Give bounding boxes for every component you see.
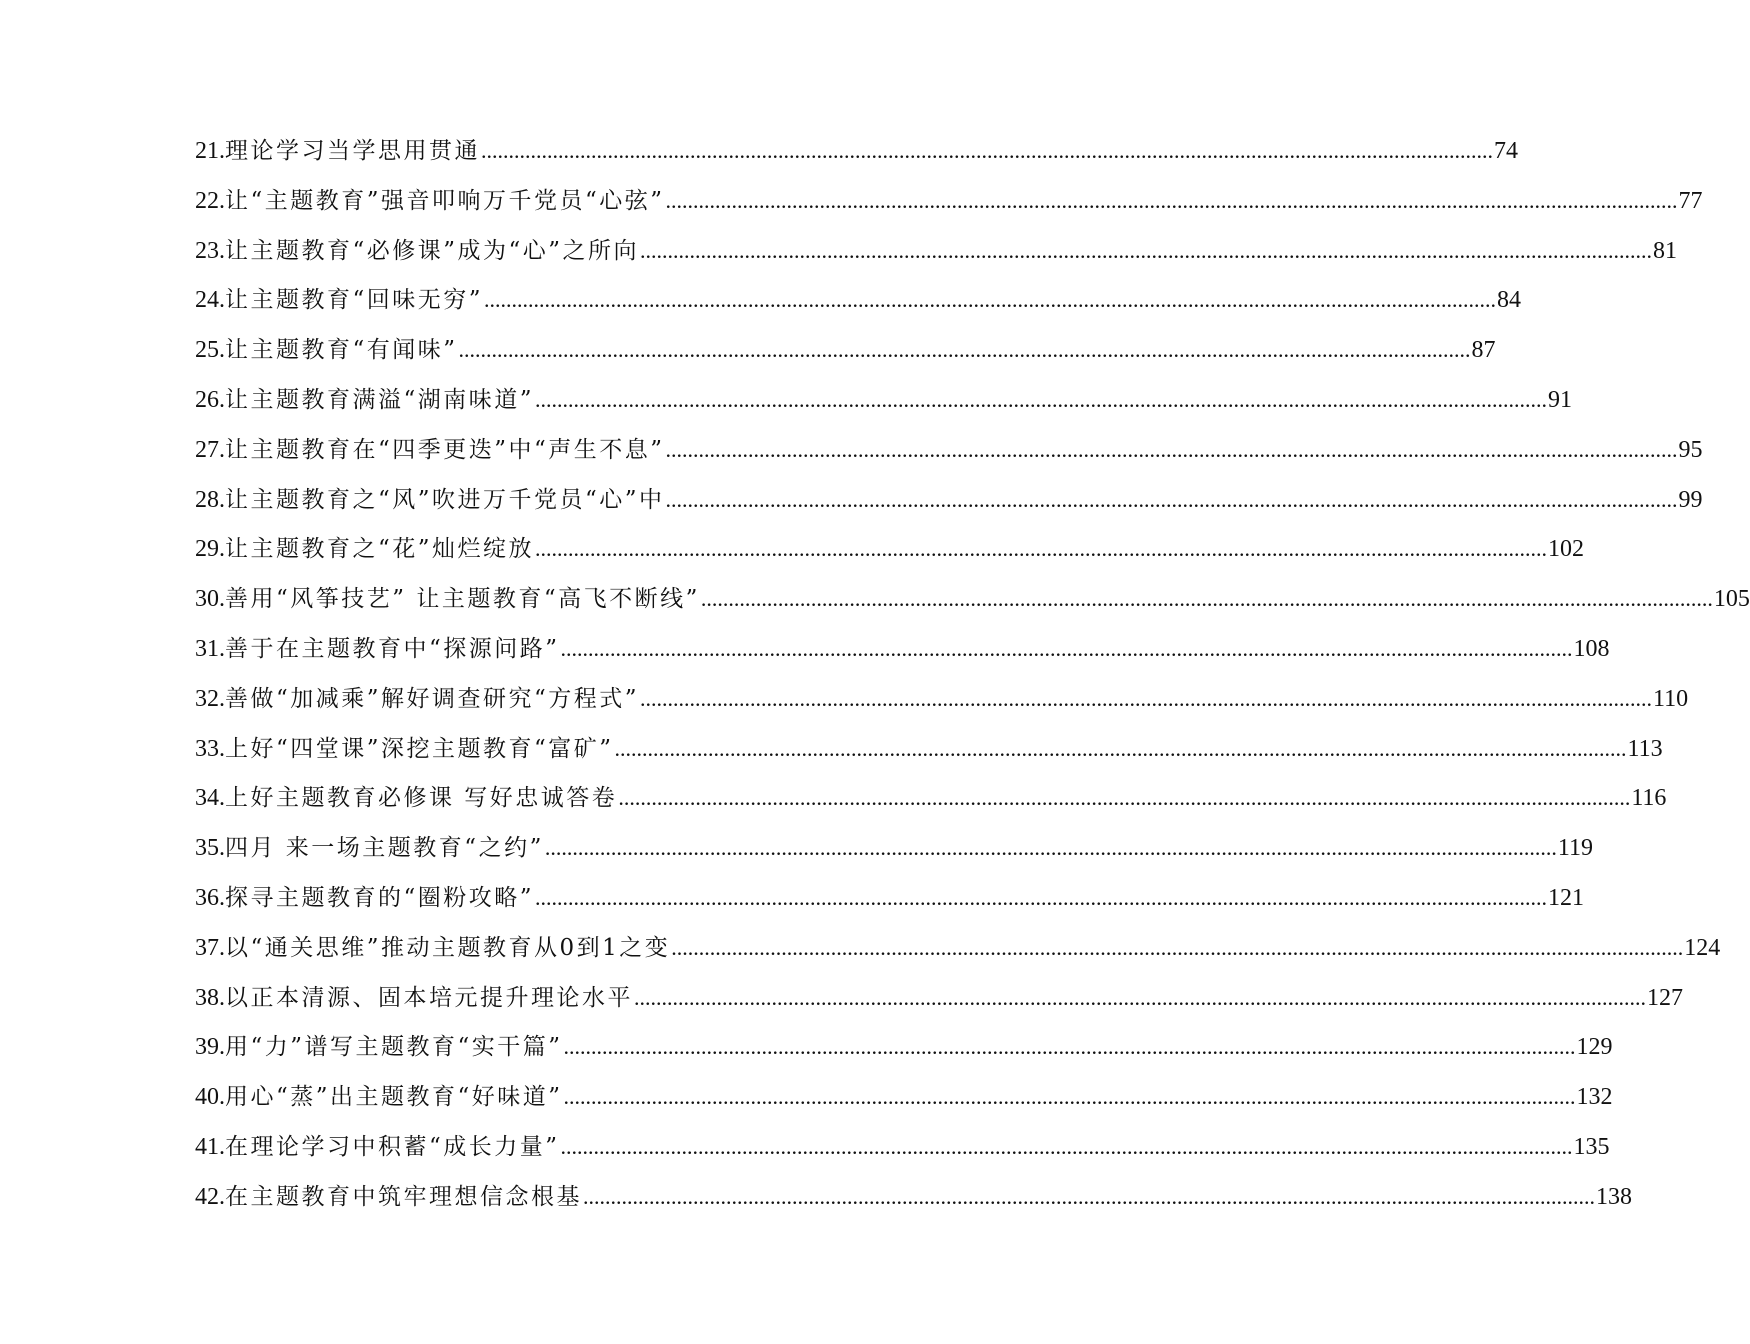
entry-number: 37.	[195, 934, 225, 961]
dot-leader	[535, 878, 1547, 918]
entry-page-number: 127	[1647, 984, 1683, 1011]
toc-entry[interactable]	[195, 978, 1683, 1028]
entry-number: 40.	[195, 1084, 225, 1111]
dot-leader	[618, 778, 1630, 818]
toc-entry[interactable]	[195, 480, 1703, 530]
toc-entry[interactable]	[195, 181, 1703, 231]
entry-title: 用心“蒸”出主题教育“好味道”	[225, 1084, 563, 1111]
entry-page-number: 113	[1627, 735, 1663, 762]
toc-entry[interactable]	[195, 1077, 1613, 1127]
entry-number: 27.	[195, 436, 225, 463]
dot-leader	[564, 1077, 1576, 1117]
toc-entry[interactable]	[195, 529, 1585, 579]
dot-leader	[666, 181, 1678, 221]
entry-page-number: 102	[1548, 536, 1585, 563]
dot-leader	[535, 380, 1547, 420]
dot-leader	[666, 430, 1678, 470]
entry-page-number: 99	[1678, 486, 1703, 513]
entry-title: 让主题教育“必修课”成为“心”之所向	[225, 237, 640, 264]
entry-number: 39.	[195, 1034, 225, 1061]
toc-entry[interactable]	[195, 330, 1496, 380]
toc-entry[interactable]	[195, 430, 1703, 480]
entry-title: 以正本清源、固本培元提升理论水平	[225, 984, 633, 1011]
dot-leader	[561, 629, 1573, 669]
entry-title: 让主题教育满溢“湖南味道”	[225, 386, 535, 413]
dot-leader	[640, 679, 1652, 719]
dot-leader	[564, 1027, 1576, 1067]
entry-page-number: 91	[1548, 386, 1573, 413]
entry-title: 善做“加减乘”解好调查研究“方程式”	[225, 685, 640, 712]
entry-number: 33.	[195, 735, 225, 762]
toc-entry[interactable]	[195, 280, 1522, 330]
entry-page-number: 95	[1678, 436, 1703, 463]
entry-number: 41.	[195, 1133, 225, 1160]
dot-leader	[701, 579, 1713, 619]
entry-number: 42.	[195, 1183, 225, 1210]
dot-leader	[671, 928, 1683, 968]
entry-page-number: 110	[1653, 685, 1689, 712]
entry-number: 34.	[195, 785, 225, 812]
dot-leader	[634, 978, 1646, 1018]
dot-leader	[666, 480, 1678, 520]
toc-entry[interactable]	[195, 231, 1678, 281]
entry-title: 以“通关思维”推动主题教育从0到1之变	[225, 934, 671, 961]
entry-title: 用“力”谱写主题教育“实干篇”	[225, 1034, 563, 1061]
entry-number: 30.	[195, 586, 225, 613]
entry-page-number: 138	[1596, 1183, 1632, 1210]
entry-title: 让主题教育之“花”灿烂绽放	[225, 536, 535, 563]
toc-entry[interactable]	[195, 878, 1585, 928]
entry-number: 21.	[195, 138, 225, 164]
entry-number: 28.	[195, 486, 225, 513]
entry-page-number: 132	[1576, 1084, 1613, 1111]
entry-title: 理论学习当学思用贯通	[225, 138, 480, 164]
entry-number: 24.	[195, 287, 225, 314]
table-of-contents	[195, 131, 1750, 1227]
entry-page-number: 119	[1557, 835, 1593, 862]
entry-title: 探寻主题教育的“圈粉攻略”	[225, 884, 535, 911]
entry-title: 在理论学习中积蓄“成长力量”	[225, 1133, 560, 1160]
toc-entry[interactable]	[195, 131, 1518, 181]
entry-title: 让主题教育在“四季更迭”中“声生不息”	[225, 436, 665, 463]
toc-entry[interactable]	[195, 729, 1663, 779]
toc-entry[interactable]	[195, 1027, 1613, 1077]
toc-entry[interactable]	[195, 1127, 1610, 1177]
toc-entry[interactable]	[195, 579, 1750, 629]
entry-title: 上好主题教育必修课 写好忠诚答卷	[225, 785, 618, 812]
entry-number: 31.	[195, 635, 225, 662]
entry-title: 四月 来一场主题教育“之约”	[225, 835, 544, 862]
entry-page-number: 129	[1576, 1034, 1613, 1061]
entry-page-number: 84	[1497, 287, 1522, 314]
entry-number: 25.	[195, 337, 225, 364]
entry-page-number: 81	[1653, 237, 1678, 264]
dot-leader	[484, 280, 1496, 320]
entry-page-number: 87	[1471, 337, 1496, 364]
dot-leader	[583, 1177, 1595, 1217]
entry-page-number: 116	[1631, 785, 1667, 812]
toc-entry[interactable]	[195, 679, 1689, 729]
entry-title: 让主题教育之“风”吹进万千党员“心”中	[225, 486, 665, 513]
entry-page-number: 77	[1678, 187, 1703, 214]
toc-entry[interactable]	[195, 380, 1573, 430]
entry-title: 善用“风筝技艺” 让主题教育“高飞不断线”	[225, 586, 700, 613]
dot-leader	[545, 828, 1557, 868]
entry-title: 让主题教育“有闻味”	[225, 337, 458, 364]
entry-number: 26.	[195, 386, 225, 413]
toc-entry[interactable]	[195, 928, 1721, 978]
toc-entry[interactable]	[195, 629, 1610, 679]
entry-title: 善于在主题教育中“探源问路”	[225, 635, 560, 662]
entry-number: 32.	[195, 685, 225, 712]
entry-page-number: 108	[1573, 635, 1610, 662]
entry-page-number: 121	[1548, 884, 1585, 911]
entry-title: 让主题教育“回味无穷”	[225, 287, 484, 314]
toc-entry[interactable]	[195, 778, 1667, 828]
entry-page-number: 135	[1573, 1133, 1610, 1160]
dot-leader	[535, 529, 1547, 569]
entry-page-number: 124	[1684, 934, 1721, 961]
toc-entry[interactable]	[195, 1177, 1632, 1227]
entry-page-number: 74	[1494, 138, 1518, 164]
entry-number: 22.	[195, 187, 225, 214]
dot-leader	[561, 1127, 1573, 1167]
entry-number: 23.	[195, 237, 225, 264]
entry-title: 让“主题教育”强音叩响万千党员“心弦”	[225, 187, 665, 214]
entry-number: 38.	[195, 984, 225, 1011]
dot-leader	[640, 231, 1652, 271]
toc-entry[interactable]	[195, 828, 1593, 878]
entry-number: 36.	[195, 884, 225, 911]
entry-page-number: 105	[1713, 586, 1750, 613]
entry-title: 在主题教育中筑牢理想信念根基	[225, 1183, 582, 1210]
dot-leader	[615, 729, 1627, 769]
entry-title: 上好“四堂课”深挖主题教育“富矿”	[225, 735, 614, 762]
dot-leader	[459, 330, 1471, 370]
entry-number: 35.	[195, 835, 225, 862]
dot-leader	[481, 131, 1493, 171]
entry-number: 29.	[195, 536, 225, 563]
